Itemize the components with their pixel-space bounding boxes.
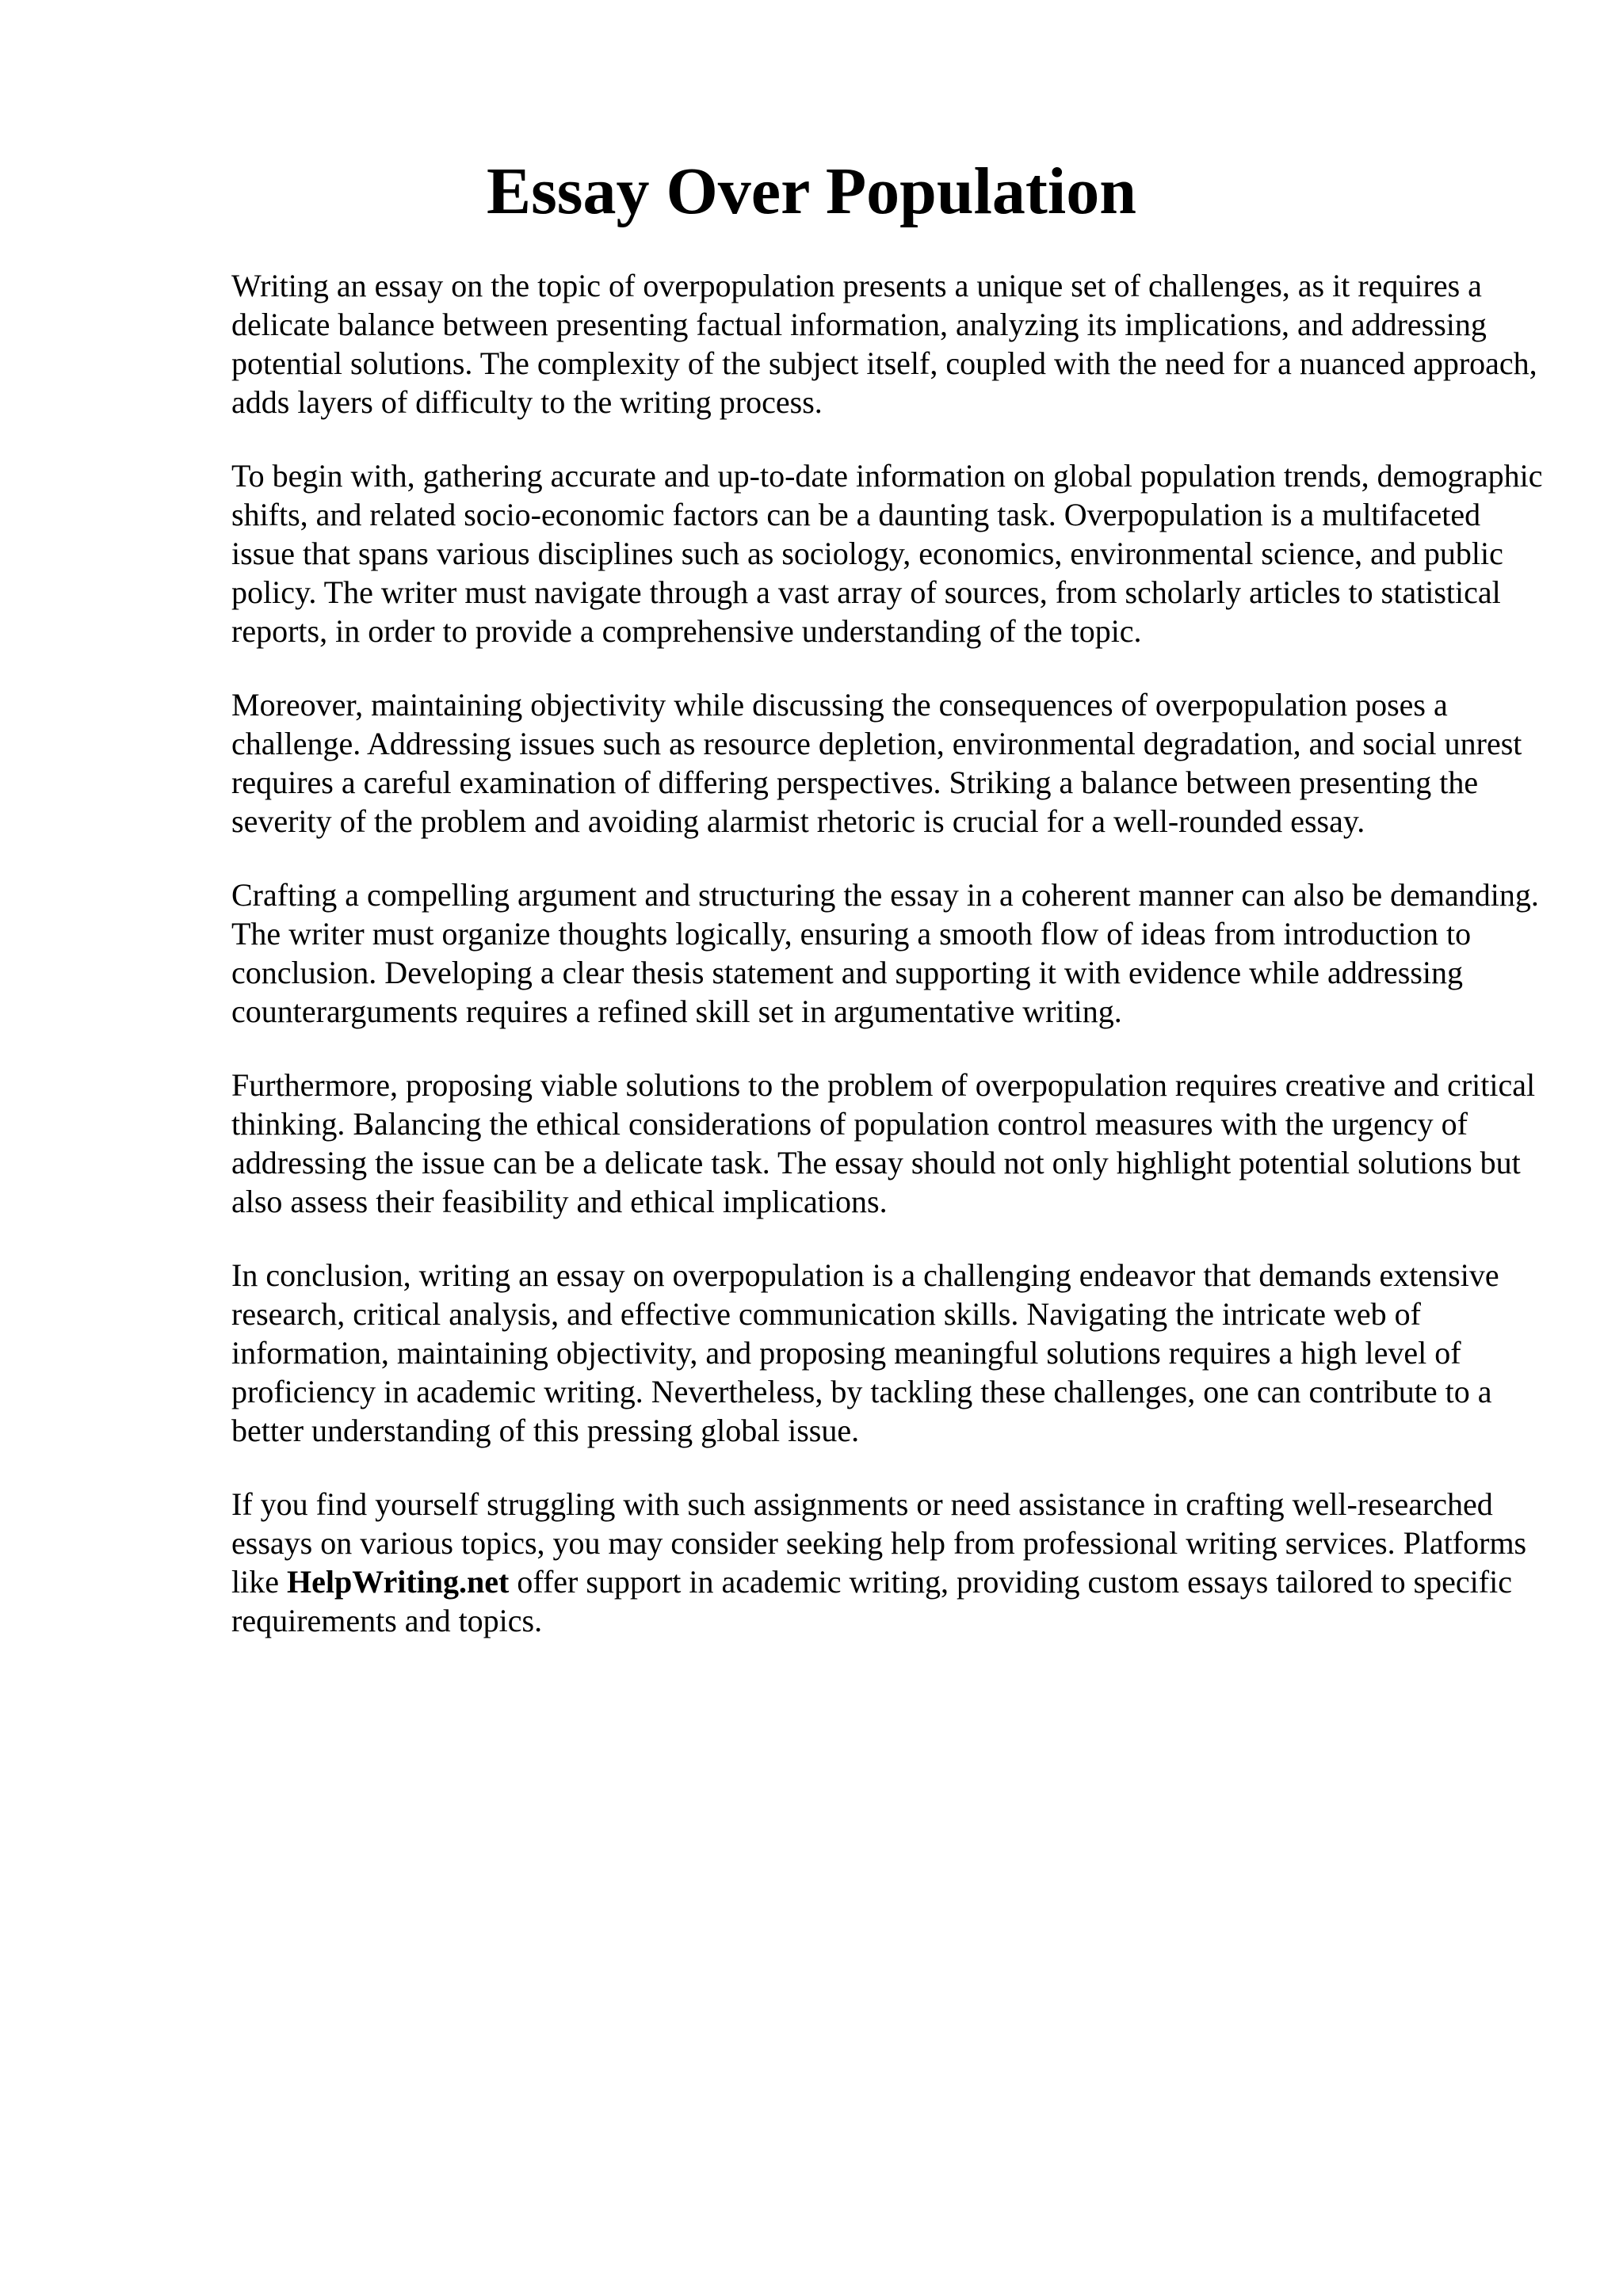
document-body — [231, 266, 1547, 1675]
promo-text-after: offer support in academic writing, providing custom essays tailored to specific requirements and topics. — [231, 1564, 1512, 1638]
paragraph-intro: Writing an essay on the topic of overpopulation presents a unique set of challenges, as it requires a delicate balance between presenting factual information, analyzing its implications, and addressing potential solutions. The complexity of the subject itself, coupled with the need for a nuanced approach, adds layers of difficulty to the writing process. — [231, 268, 1537, 420]
promo-text-before: If you find yourself struggling with such assignments or need assistance in crafting well-researched essays on various topics, you may consider seeking help from professional writing services. Platforms like — [231, 1486, 1527, 1600]
paragraph-research: To begin with, gathering accurate and up-to-date information on global population trends, demographic shifts, and related socio-economic factors can be a daunting task. Overpopulation is a multifaceted issue that spans various disciplines such as sociology, economics, environmental science, and public policy. The writer must navigate through a vast array of sources, from scholarly articles to statistical reports, in order to provide a comprehensive understanding of the topic. — [231, 458, 1543, 649]
paragraph-objectivity: Moreover, maintaining objectivity while discussing the consequences of overpopulation poses a challenge. Addressing issues such as resource depletion, environmental degradation, and social unrest requires a careful examination of differing perspectives. Striking a balance between presenting the severity of the problem and avoiding alarmist rhetoric is crucial for a well-rounded essay. — [231, 687, 1522, 839]
paragraph-argument: Crafting a compelling argument and structuring the essay in a coherent manner can also be demanding. The writer must organize thoughts logically, ensuring a smooth flow of ideas from introduction to conclusion. Developing a clear thesis statement and supporting it with evidence while addressing counterarguments requires a refined skill set in argumentative writing. — [231, 877, 1539, 1029]
helpwriting-link[interactable]: HelpWriting.net — [286, 1564, 510, 1600]
paragraph-promo — [231, 1485, 1547, 1640]
paragraph-conclusion: In conclusion, writing an essay on overpopulation is a challenging endeavor that demands extensive research, critical analysis, and effective communication skills. Navigating the intricate web of information, maintaining objectivity, and proposing meaningful solutions requires a high level of proficiency in academic writing. Nevertheless, by tackling these challenges, one can contribute to a better understanding of this pressing global issue. — [231, 1257, 1499, 1448]
document-title: Essay Over Population — [487, 154, 1136, 228]
paragraph-solutions: Furthermore, proposing viable solutions to the problem of overpopulation requires creative and critical thinking. Balancing the ethical considerations of population control measures with the urgency of addressing the issue can be a delicate task. The essay should not only highlight potential solutions but also assess their feasibility and ethical implications. — [231, 1067, 1536, 1219]
